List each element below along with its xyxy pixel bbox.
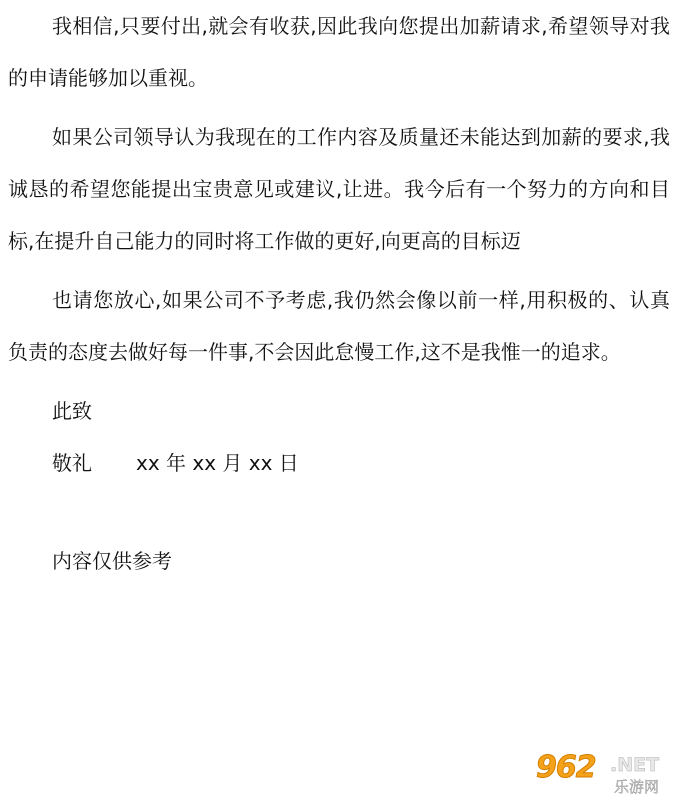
watermark-net: .NET bbox=[610, 754, 660, 776]
salutation-line bbox=[8, 437, 670, 489]
salutation-text: 敬礼 bbox=[52, 451, 92, 475]
document-body bbox=[8, 0, 670, 587]
paragraph-1: 我相信,只要付出,就会有收获,因此我向您提出加薪请求,希望领导对我的申请能够加以重视。 bbox=[8, 14, 670, 90]
date-text: xx 年 xx 月 xx 日 bbox=[136, 451, 299, 475]
site-watermark bbox=[536, 750, 676, 798]
paragraph-3: 也请您放心,如果公司不予考虑,我仍然会像以前一样,用积极的、认真负责的态度去做好每一件事,不会因此怠慢工作,这不是我惟一的追求。 bbox=[8, 288, 670, 364]
closing-text: 此致 bbox=[52, 399, 92, 423]
watermark-site-name: 乐游网 bbox=[614, 778, 660, 796]
reference-note: 内容仅供参考 bbox=[52, 549, 172, 573]
paragraph-2: 如果公司领导认为我现在的工作内容及质量还未能达到加薪的要求,我诚恳的希望您能提出宝贵意见或建议,让进。我今后有一个努力的方向和目标,在提升自己能力的同时将工作做的更好,向更高的目标迈 bbox=[8, 125, 670, 253]
watermark-logo: 962 bbox=[536, 750, 596, 785]
